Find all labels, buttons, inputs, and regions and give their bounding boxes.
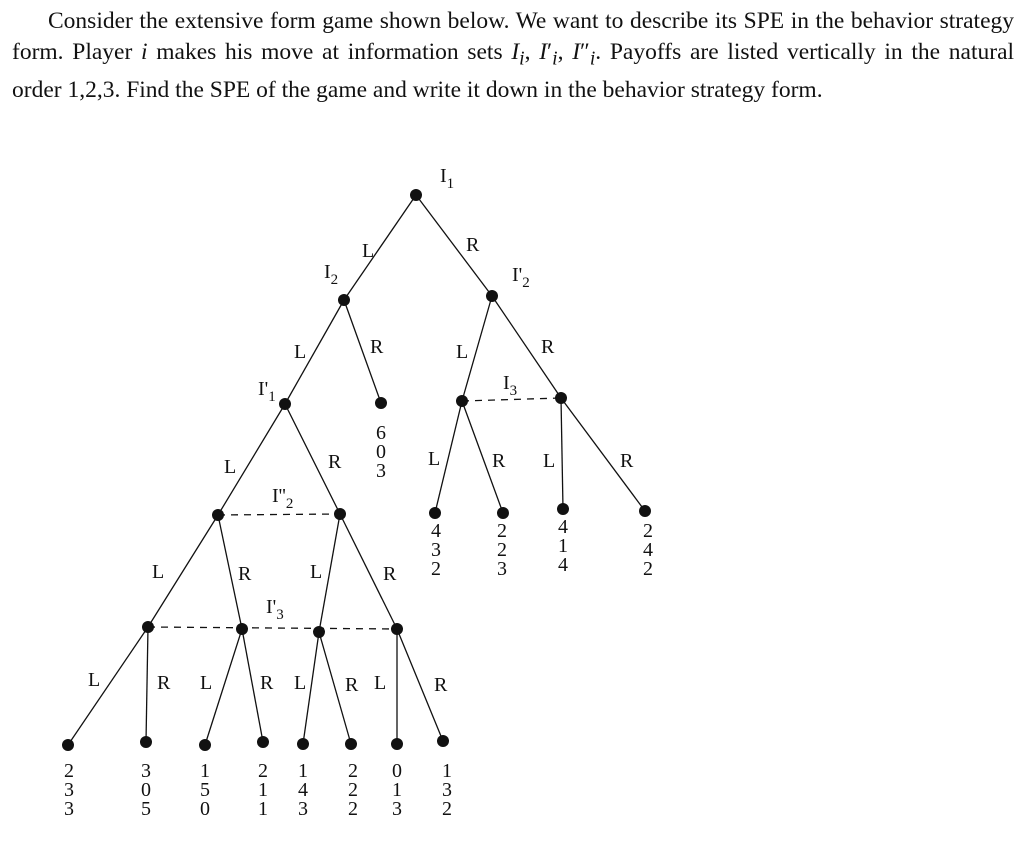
action-label: R: [370, 336, 384, 358]
action-label: R: [345, 674, 359, 696]
decision-node: [486, 290, 498, 302]
decision-node: [212, 509, 224, 521]
payoff-leaf: 1: [392, 779, 402, 801]
payoff-leaf: 2: [442, 798, 452, 820]
action-label: R: [238, 563, 252, 585]
payoff-leaf: 3: [64, 798, 74, 820]
payoff-leaf: 3: [442, 779, 452, 801]
terminal-node: [410, 189, 422, 201]
payoff-leaf: 0: [141, 779, 151, 801]
payoff-leaf: 6: [376, 422, 386, 444]
action-label: R: [260, 672, 274, 694]
edge: [561, 398, 563, 509]
action-label: L: [200, 672, 213, 694]
payoff-leaf: 2: [497, 520, 507, 542]
info-set-label-root: $I_1$: [440, 165, 455, 192]
information-set-line: [218, 514, 340, 515]
info-set-label-i3: $I_3$: [503, 372, 518, 399]
action-label: R: [466, 234, 480, 256]
payoff-leaf: 2: [64, 760, 74, 782]
payoff-leaf: 1: [298, 760, 308, 782]
decision-node: [555, 392, 567, 404]
action-label: R: [492, 450, 506, 472]
action-label: L: [294, 672, 307, 694]
terminal-node: [639, 505, 651, 517]
info-set-label-i2: $I_2$: [324, 261, 339, 288]
payoff-leaf: 2: [258, 760, 268, 782]
edge: [68, 627, 148, 745]
terminal-node: [429, 507, 441, 519]
payoff-leaf: 1: [258, 798, 268, 820]
terminal-node: [497, 507, 509, 519]
terminal-node: [140, 736, 152, 748]
payoff-leaf: 3: [497, 558, 507, 580]
action-label: L: [152, 561, 165, 583]
payoff-leaf: 5: [141, 798, 151, 820]
action-label: L: [374, 672, 387, 694]
payoff-leaf: 4: [558, 554, 568, 576]
info-set-label-i3p: $I'_3$: [266, 596, 284, 623]
edge: [344, 195, 416, 300]
action-label: R: [434, 674, 448, 696]
action-label: R: [383, 563, 397, 585]
action-label: L: [456, 341, 469, 363]
payoff-leaf: 0: [200, 798, 210, 820]
terminal-node: [199, 739, 211, 751]
edge: [416, 195, 492, 296]
payoff-leaf: 4: [298, 779, 308, 801]
decision-node: [456, 395, 468, 407]
payoff-leaf: 1: [200, 760, 210, 782]
payoff-leaf: 4: [431, 520, 441, 542]
decision-node: [391, 623, 403, 635]
payoff-leaf: 2: [431, 558, 441, 580]
edge: [146, 627, 148, 742]
payoff-leaf: 5: [200, 779, 210, 801]
action-label: L: [543, 450, 556, 472]
terminal-node: [62, 739, 74, 751]
terminal-node: [257, 736, 269, 748]
payoff-leaf: 3: [141, 760, 151, 782]
info-set-label-i2pp: $I''_2$: [272, 485, 294, 512]
terminal-node: [391, 738, 403, 750]
action-label: L: [362, 240, 375, 262]
terminal-node: [557, 503, 569, 515]
action-label: L: [294, 341, 307, 363]
decision-node: [279, 398, 291, 410]
decision-node: [334, 508, 346, 520]
payoff-leaf: 2: [348, 779, 358, 801]
problem-text: Consider the extensive form game shown below. We want to describe its SPE in the behavior strategy form. Player i makes his move at information sets $I_i$, $I'_i$, $I''_i$. Payoffs are listed vertically in the natural order 1,2,3. Find the SPE of the game and write it down in the behavior strategy form.: [12, 8, 1015, 103]
info-set-label-i1p: $I'_1$: [258, 378, 276, 405]
payoff-leaf: 1: [258, 779, 268, 801]
payoff-leaf: 3: [376, 460, 386, 482]
payoff-leaf: 2: [348, 760, 358, 782]
terminal-node: [345, 738, 357, 750]
action-label: R: [541, 336, 555, 358]
payoff-leaf: 4: [643, 539, 653, 561]
payoff-leaf: 1: [558, 535, 568, 557]
action-label: R: [328, 451, 342, 473]
terminal-node: [375, 397, 387, 409]
payoff-leaf: 0: [392, 760, 402, 782]
payoff-leaf: 4: [558, 516, 568, 538]
decision-node: [313, 626, 325, 638]
action-label: L: [428, 448, 441, 470]
payoff-leaf: 3: [392, 798, 402, 820]
decision-node: [142, 621, 154, 633]
decision-node: [236, 623, 248, 635]
payoff-leaf: 1: [442, 760, 452, 782]
information-set-line: [148, 627, 397, 629]
payoff-leaf: 2: [497, 539, 507, 561]
terminal-node: [437, 735, 449, 747]
payoff-leaf: 2: [348, 798, 358, 820]
payoff-leaf: 2: [643, 520, 653, 542]
info-set-label-i2p: $I'_2$: [512, 264, 530, 291]
payoff-leaf: 3: [298, 798, 308, 820]
action-label: L: [310, 561, 323, 583]
payoff-leaf: 3: [431, 539, 441, 561]
payoff-leaf: 0: [376, 441, 386, 463]
decision-node: [338, 294, 350, 306]
action-label: L: [224, 456, 237, 478]
payoff-leaf: 2: [643, 558, 653, 580]
action-label: R: [620, 450, 634, 472]
terminal-node: [297, 738, 309, 750]
payoff-leaf: 3: [64, 779, 74, 801]
action-label: L: [88, 669, 101, 691]
action-label: R: [157, 672, 171, 694]
